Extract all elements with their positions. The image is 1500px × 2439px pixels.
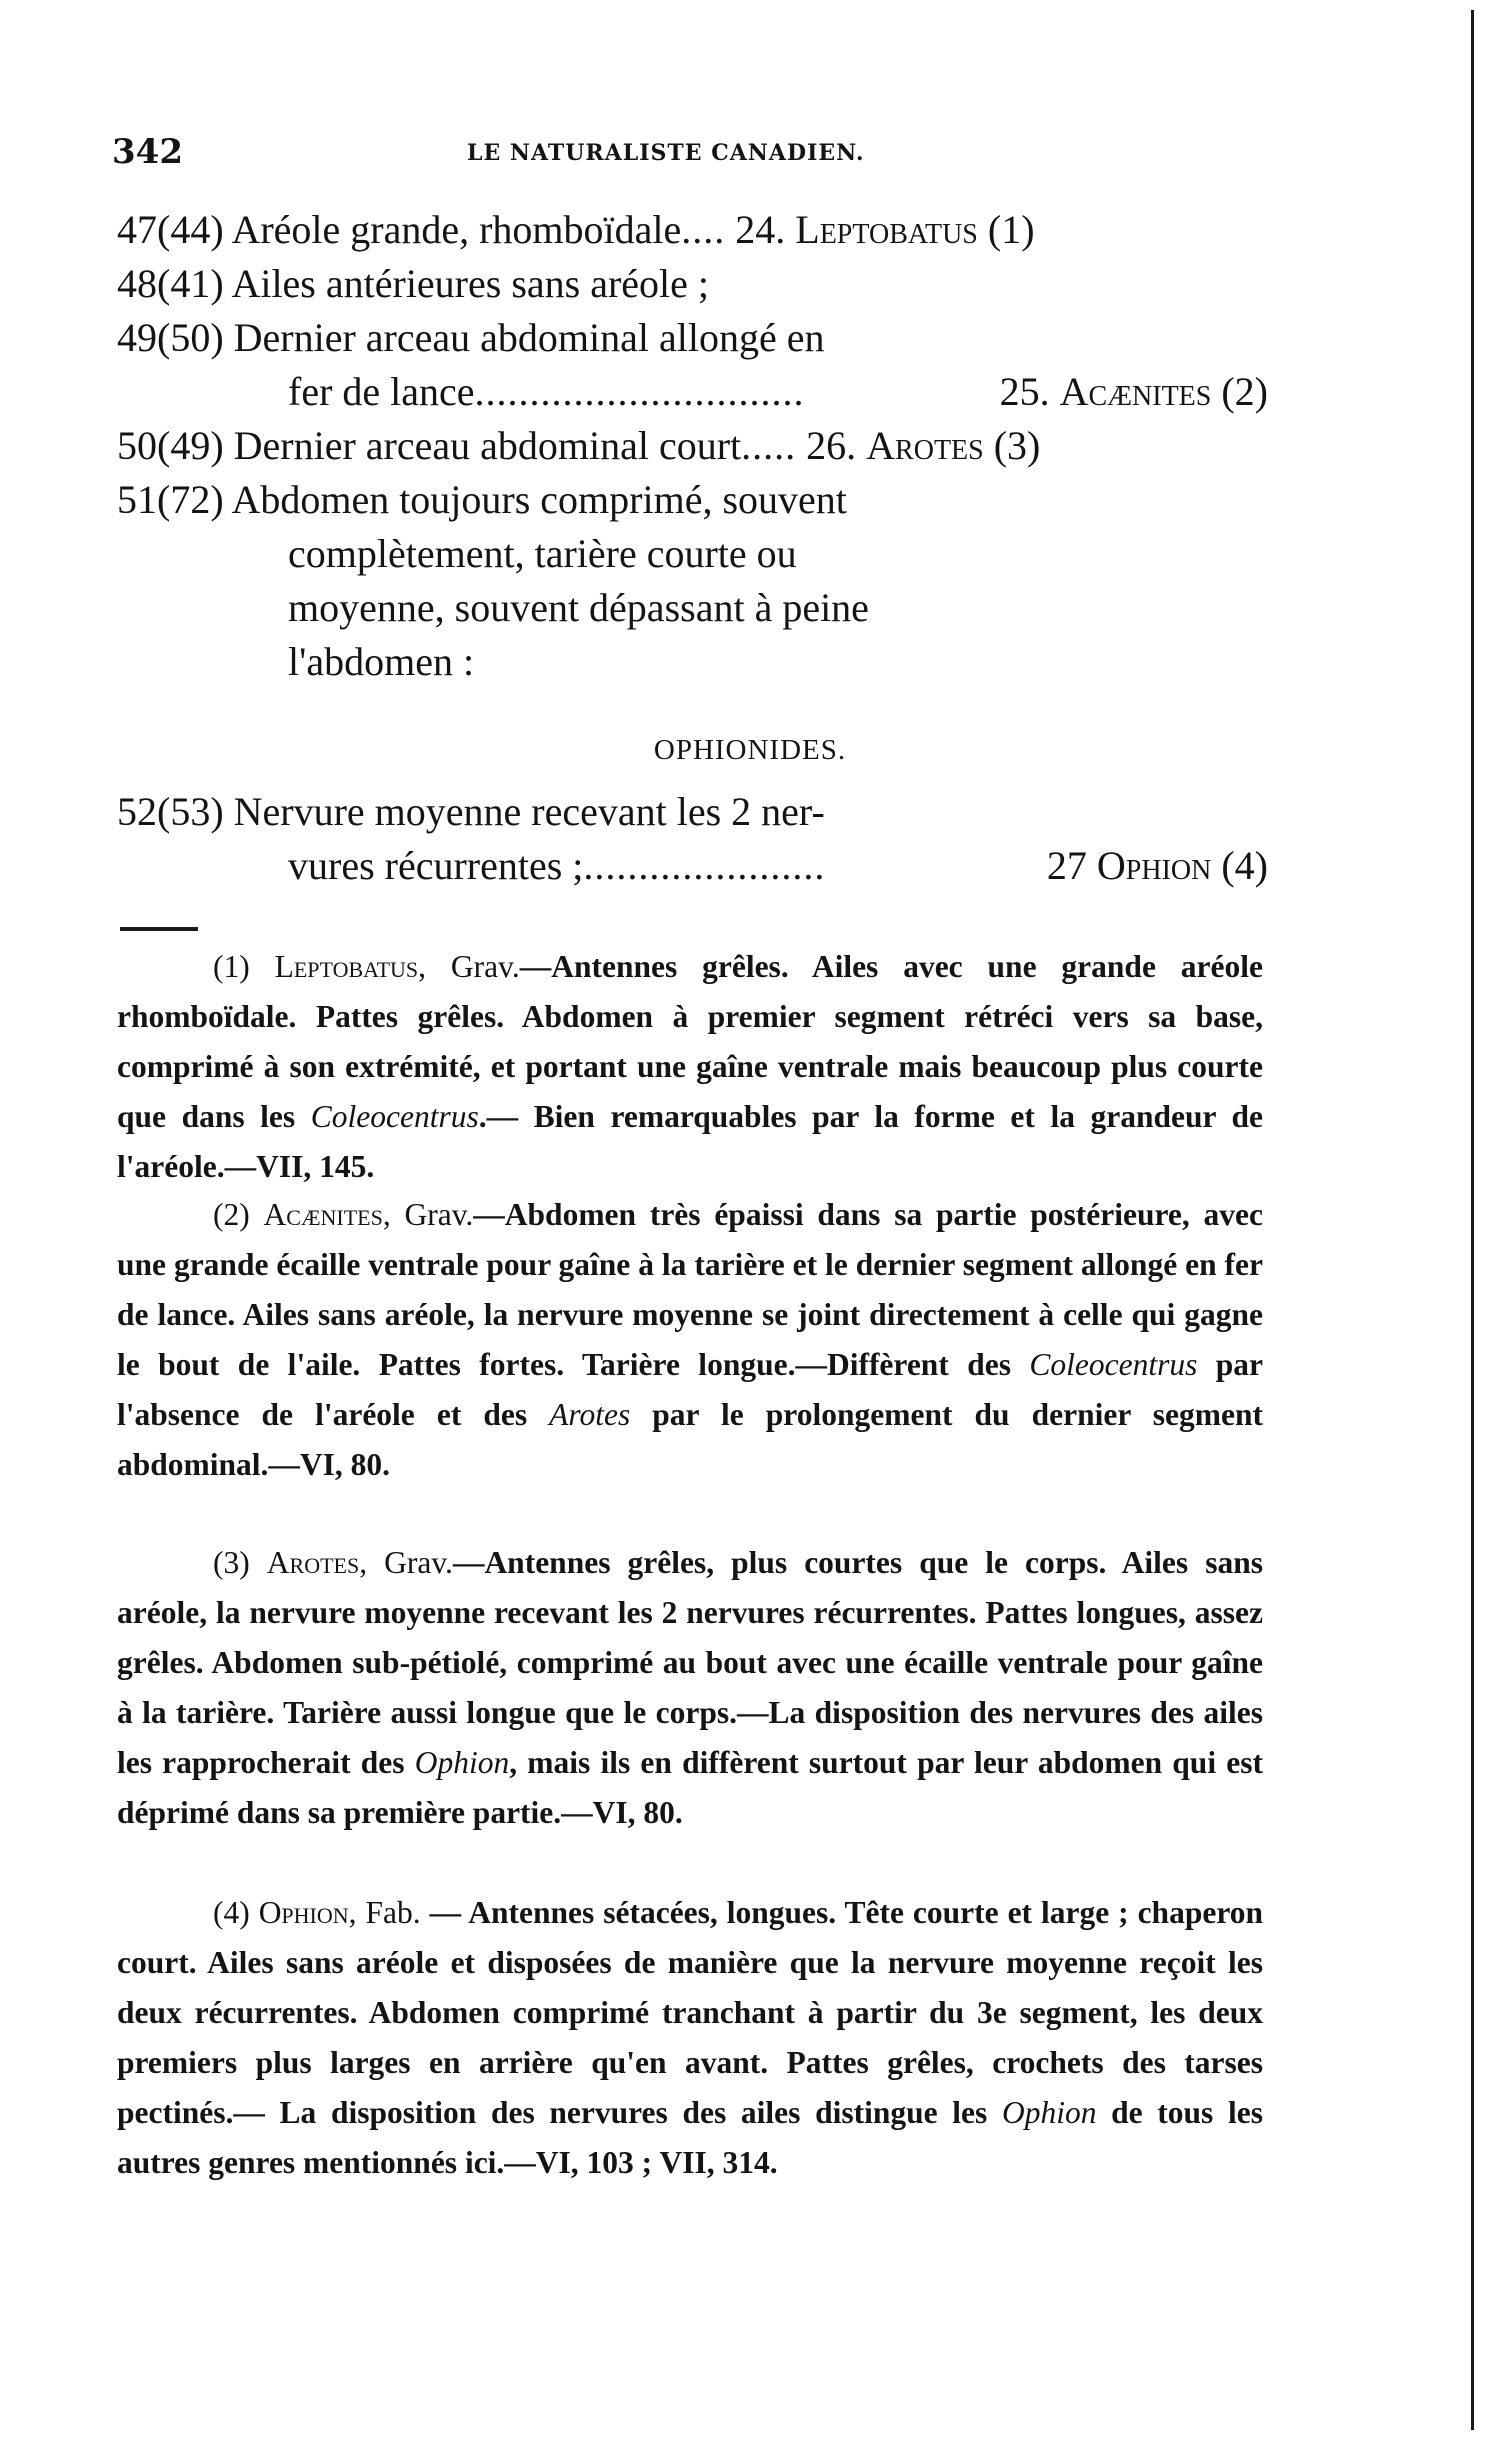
key-line-47	[117, 206, 1267, 253]
key-number: 47(44)	[117, 207, 224, 252]
footnote-italic: Coleocentrus	[1029, 1347, 1198, 1382]
footnote-italic: Arotes	[549, 1397, 631, 1432]
key-ref	[1047, 842, 1268, 889]
footnote-text: de tous les autres genres mentionnés ici.—VI, 103 ; VII, 314.	[117, 2095, 1263, 2180]
key-text: moyenne, souvent dépassant à peine	[288, 585, 869, 630]
footnote-italic: Coleocentrus	[310, 1099, 479, 1134]
key-text: fer de lance	[288, 369, 475, 414]
footnote-text: par le prolongement du dernier segment abdominal.—VI, 80.	[117, 1397, 1263, 1482]
footnote-text: —Abdomen très épaissi dans sa partie postérieure, avec une grande écaille ventrale pour gaîne à la tarière et le dernier segment allongé en fer de lance. Ailes sans aréole, la nervure moyenne se joint directement à celle qui gagne le bout de l'aile. Pattes fortes. Tarière longue.—Diffèrent des	[117, 1197, 1263, 1382]
page-header	[112, 132, 1272, 180]
footnote-label: (2)	[213, 1197, 250, 1232]
key-ref-number: 24.	[735, 207, 786, 252]
footnote-text: —Antennes grêles. Ailes avec une grande aréole rhomboïdale. Pattes grêles. Abdomen à premier segment rétréci vers sa base, comprimé à son extrémité, et portant une gaîne ventrale mais beaucoup plus courte que dans les	[117, 949, 1264, 1134]
page-number: 342	[112, 132, 183, 172]
key-ref-number: 25.	[999, 369, 1050, 414]
footnote-text: par l'absence de l'aréole et des	[117, 1347, 1264, 1432]
key-ref-number: 27	[1046, 843, 1087, 888]
footnote-3	[117, 1538, 1263, 1838]
key-text: Nervure moyenne recevant les 2 ner-	[233, 789, 825, 834]
footnote-genus: Ophion	[258, 1895, 349, 1930]
key-line-49	[117, 314, 1267, 361]
key-ref-note: (2)	[1221, 369, 1268, 414]
footnote-author: , Grav.	[382, 1197, 474, 1232]
footnote-author: , Grav.	[359, 1545, 453, 1580]
footnote-italic: Ophion	[1001, 2095, 1097, 2130]
key-line-48	[117, 260, 1267, 307]
key-ref-genus: Ophion	[1096, 843, 1212, 888]
key-ref	[1000, 368, 1268, 415]
key-number: 48(41)	[117, 261, 224, 306]
running-head: LE NATURALISTE CANADIEN.	[467, 140, 865, 166]
key-line-49-cont	[288, 368, 1268, 415]
footnote-genus: Arotes	[266, 1545, 360, 1580]
key-text: Ailes antérieures sans aréole ;	[231, 261, 710, 306]
leader-dots: ..............................	[474, 369, 805, 414]
footnote-text: — Antennes sétacées, longues. Tête courte et large ; chaperon court. Ailes sans aréole et disposées de manière que la nervure moyenne reçoit les deux récurrentes. Abdomen comprimé tranchant à partir du 3e segment, les deux premiers plus larges en arrière qu'en avant. Pattes grêles, crochets des tarses pectinés.— La disposition des nervures des ailes distingue les	[117, 1895, 1264, 2130]
key-number: 51(72)	[117, 477, 224, 522]
key-line-50	[117, 422, 1267, 469]
footnote-text: , mais ils en diffèrent surtout par leur abdomen qui est déprimé dans sa première partie.—VI, 80.	[117, 1745, 1263, 1830]
key-number: 49(50)	[117, 315, 224, 360]
footnote-text: —Antennes grêles, plus courtes que le corps. Ailes sans aréole, la nervure moyenne recevant les 2 nervures récurrentes. Pattes longues, assez grêles. Abdomen sub-pétiolé, comprimé au bout avec une écaille ventrale pour gaîne à la tarière. Tarière aussi longue que le corps.—La disposition des nervures des ailes les rapprocherait des	[117, 1545, 1263, 1780]
footnote-label: (4)	[213, 1895, 250, 1930]
key-number: 50(49)	[117, 423, 224, 468]
key-ref-genus: Leptobatus	[795, 207, 978, 252]
key-number: 52(53)	[117, 789, 224, 834]
key-line-51-cont-3	[288, 638, 1268, 685]
key-text: complètement, tarière courte ou	[288, 531, 797, 576]
key-text: l'abdomen :	[288, 639, 475, 684]
key-ref-note: (3)	[993, 423, 1041, 468]
footnote-italic: Ophion	[414, 1745, 510, 1780]
key-text: vures récurrentes ;	[288, 843, 584, 888]
key-text: Abdomen toujours comprimé, souvent	[231, 477, 847, 522]
key-text: Dernier arceau abdominal court	[233, 423, 742, 468]
key-line-51-cont-1	[288, 530, 1268, 577]
footnote-label: (1)	[213, 949, 250, 984]
family-heading: OPHIONIDES.	[653, 734, 847, 766]
key-ref-genus: Arotes	[866, 423, 984, 468]
footnote-4	[117, 1888, 1263, 2188]
key-line-52	[117, 788, 1267, 835]
section-rule	[120, 927, 198, 931]
key-ref-note: (1)	[987, 207, 1035, 252]
key-line-51-cont-2	[288, 584, 1268, 631]
footnote-author: , Fab.	[348, 1895, 421, 1930]
footnote-label: (3)	[213, 1545, 250, 1580]
page-edge-line	[1471, 10, 1474, 2430]
leader-dots: ......................	[583, 843, 826, 888]
key-text: Aréole grande, rhomboïdale	[231, 207, 682, 252]
key-line-52-cont	[288, 842, 1268, 889]
key-ref-number: 26.	[806, 423, 857, 468]
footnote-genus: Leptobatus	[274, 949, 419, 984]
footnote-text: .— Bien remarquables par la forme et la grandeur de l'aréole.—VII, 145.	[117, 1099, 1263, 1184]
footnote-2	[117, 1190, 1263, 1490]
key-ref-genus: Acænites	[1059, 369, 1212, 414]
leader-dots: ....	[681, 207, 726, 252]
key-line-51	[117, 476, 1267, 523]
footnote-1	[117, 942, 1263, 1192]
key-ref-note: (4)	[1221, 843, 1268, 888]
footnote-author: , Grav.	[418, 949, 520, 984]
key-text: Dernier arceau abdominal allongé en	[233, 315, 825, 360]
leader-dots: .....	[741, 423, 797, 468]
footnote-genus: Acænites	[263, 1197, 383, 1232]
